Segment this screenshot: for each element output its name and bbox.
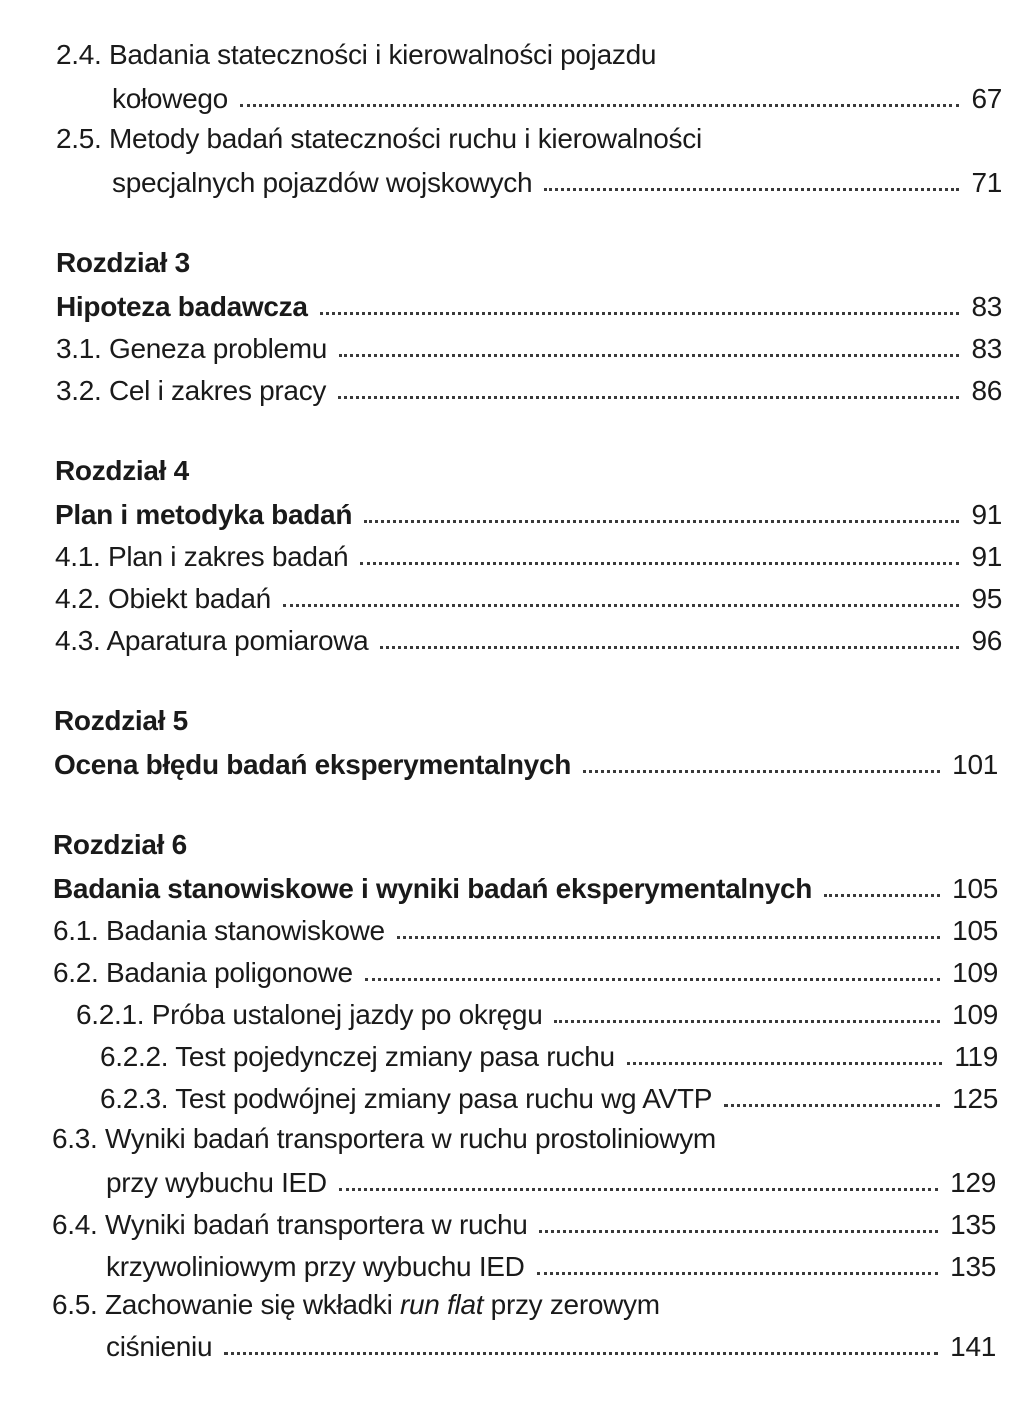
toc-entry-6-2[interactable] [53,954,998,990]
entry-title-continued: przy wybuchu IED [106,1167,327,1198]
dot-leader [240,104,960,107]
page-number: 109 [952,999,998,1030]
entry-title: 3.1. Geneza problemu [56,333,328,364]
dot-leader [554,1020,940,1023]
chapter-title: Ocena błędu badań eksperymentalnych [54,749,572,780]
toc-entry-6-5[interactable] [106,1328,996,1364]
page-number: 105 [952,915,998,946]
entry-title-continued: kołowego [112,83,228,114]
toc-entry-6-1[interactable] [53,912,998,948]
toc-entry-6-2-3[interactable] [100,1080,998,1116]
entry-number: 2.5. [56,123,102,154]
page-number: 105 [952,873,998,904]
page-number: 109 [952,957,998,988]
entry-title-continued: ciśnieniu [106,1331,213,1362]
toc-entry-2-5-line1 [56,122,702,156]
toc-entry-2-4[interactable] [112,80,1002,116]
page-number: 71 [971,167,1002,198]
dot-leader [724,1104,940,1107]
toc-entry-6-2-1[interactable] [76,996,998,1032]
page-number: 141 [950,1331,996,1362]
entry-title-prefix: 6.5. Zachowanie się wkładki [52,1289,400,1320]
page-number: 129 [950,1167,996,1198]
toc-entry-6-3-line1: 6.3. Wyniki badań transportera w ruchu prostoliniowym [52,1123,716,1154]
entry-title: Metody badań stateczności ruchu i kierowalności [109,123,702,154]
chapter-title: Hipoteza badawcza [56,291,308,322]
entry-title: 6.4. Wyniki badań transportera w ruchu [52,1209,528,1240]
dot-leader [364,520,959,523]
dot-leader [380,646,959,649]
chapter-3-label: Rozdział 3 [56,247,190,278]
dot-leader [360,562,959,565]
toc-entry-4-2[interactable] [55,580,1002,616]
toc-entry-6-2-2[interactable] [100,1038,998,1074]
dot-leader [339,354,959,357]
toc-chapter-4[interactable] [55,496,1002,532]
entry-title: 6.1. Badania stanowiskowe [53,915,385,946]
dot-leader [224,1352,938,1355]
toc-entry-2-4-line1 [56,38,656,72]
chapter-5-label: Rozdział 5 [54,705,188,736]
toc-chapter-5[interactable] [54,746,998,782]
page-number: 135 [950,1251,996,1282]
page-number: 83 [971,333,1002,364]
dot-leader [537,1272,939,1275]
entry-title: 4.3. Aparatura pomiarowa [55,625,369,656]
chapter-title: Plan i metodyka badań [55,499,353,530]
toc-entry-2-5[interactable] [112,164,1002,200]
entry-title: 4.1. Plan i zakres badań [55,541,349,572]
toc-entry-6-5-line1 [52,1288,660,1322]
page-number: 91 [971,499,1002,530]
dot-leader [824,894,940,897]
toc-entry-4-1[interactable] [55,538,1002,574]
toc-chapter-3[interactable] [56,288,1002,324]
page-number: 101 [952,749,998,780]
entry-title: Badania stateczności i kierowalności pojazdu [109,39,657,70]
chapter-4-label: Rozdział 4 [55,455,189,486]
chapter-6-label: Rozdział 6 [53,829,187,860]
toc-entry-6-4-line2[interactable] [106,1248,996,1284]
dot-leader [365,978,940,981]
dot-leader [339,1188,938,1191]
page-number: 86 [971,375,1002,406]
dot-leader [283,604,960,607]
entry-title: 3.2. Cel i zakres pracy [56,375,327,406]
entry-title-continued: krzywoliniowym przy wybuchu IED [106,1251,525,1282]
entry-title-italic: run flat [400,1289,484,1320]
page-number: 135 [950,1209,996,1240]
dot-leader [338,396,959,399]
page-number: 125 [952,1083,998,1114]
entry-title: 4.2. Obiekt badań [55,583,271,614]
dot-leader [539,1230,938,1233]
entry-title-continued: specjalnych pojazdów wojskowych [112,167,533,198]
chapter-title: Badania stanowiskowe i wyniki badań eksperymentalnych [53,873,813,904]
dot-leader [320,312,960,315]
toc-chapter-6[interactable] [53,870,998,906]
entry-title: 6.2.3. Test podwójnej zmiany pasa ruchu wg AVTP [100,1083,713,1114]
toc-entry-4-3[interactable] [55,622,1002,658]
dot-leader [583,770,940,773]
toc-entry-3-2[interactable] [56,372,1002,408]
toc-entry-6-3[interactable] [106,1164,996,1200]
entry-title: 6.2.2. Test pojedynczej zmiany pasa ruchu [100,1041,615,1072]
dot-leader [627,1062,942,1065]
dot-leader [544,188,959,191]
entry-number: 2.4. [56,39,102,70]
toc-entry-3-1[interactable] [56,330,1002,366]
entry-title: 6.2.1. Próba ustalonej jazdy po okręgu [76,999,543,1030]
page-number: 119 [954,1041,998,1072]
page-number: 91 [971,541,1002,572]
page-number: 83 [971,291,1002,322]
page-number: 95 [971,583,1002,614]
toc-entry-6-4-line1[interactable] [52,1206,996,1242]
entry-title-suffix: przy zerowym [483,1289,660,1320]
dot-leader [397,936,940,939]
page-number: 96 [971,625,1002,656]
page-number: 67 [971,83,1002,114]
entry-title: 6.2. Badania poligonowe [53,957,353,988]
